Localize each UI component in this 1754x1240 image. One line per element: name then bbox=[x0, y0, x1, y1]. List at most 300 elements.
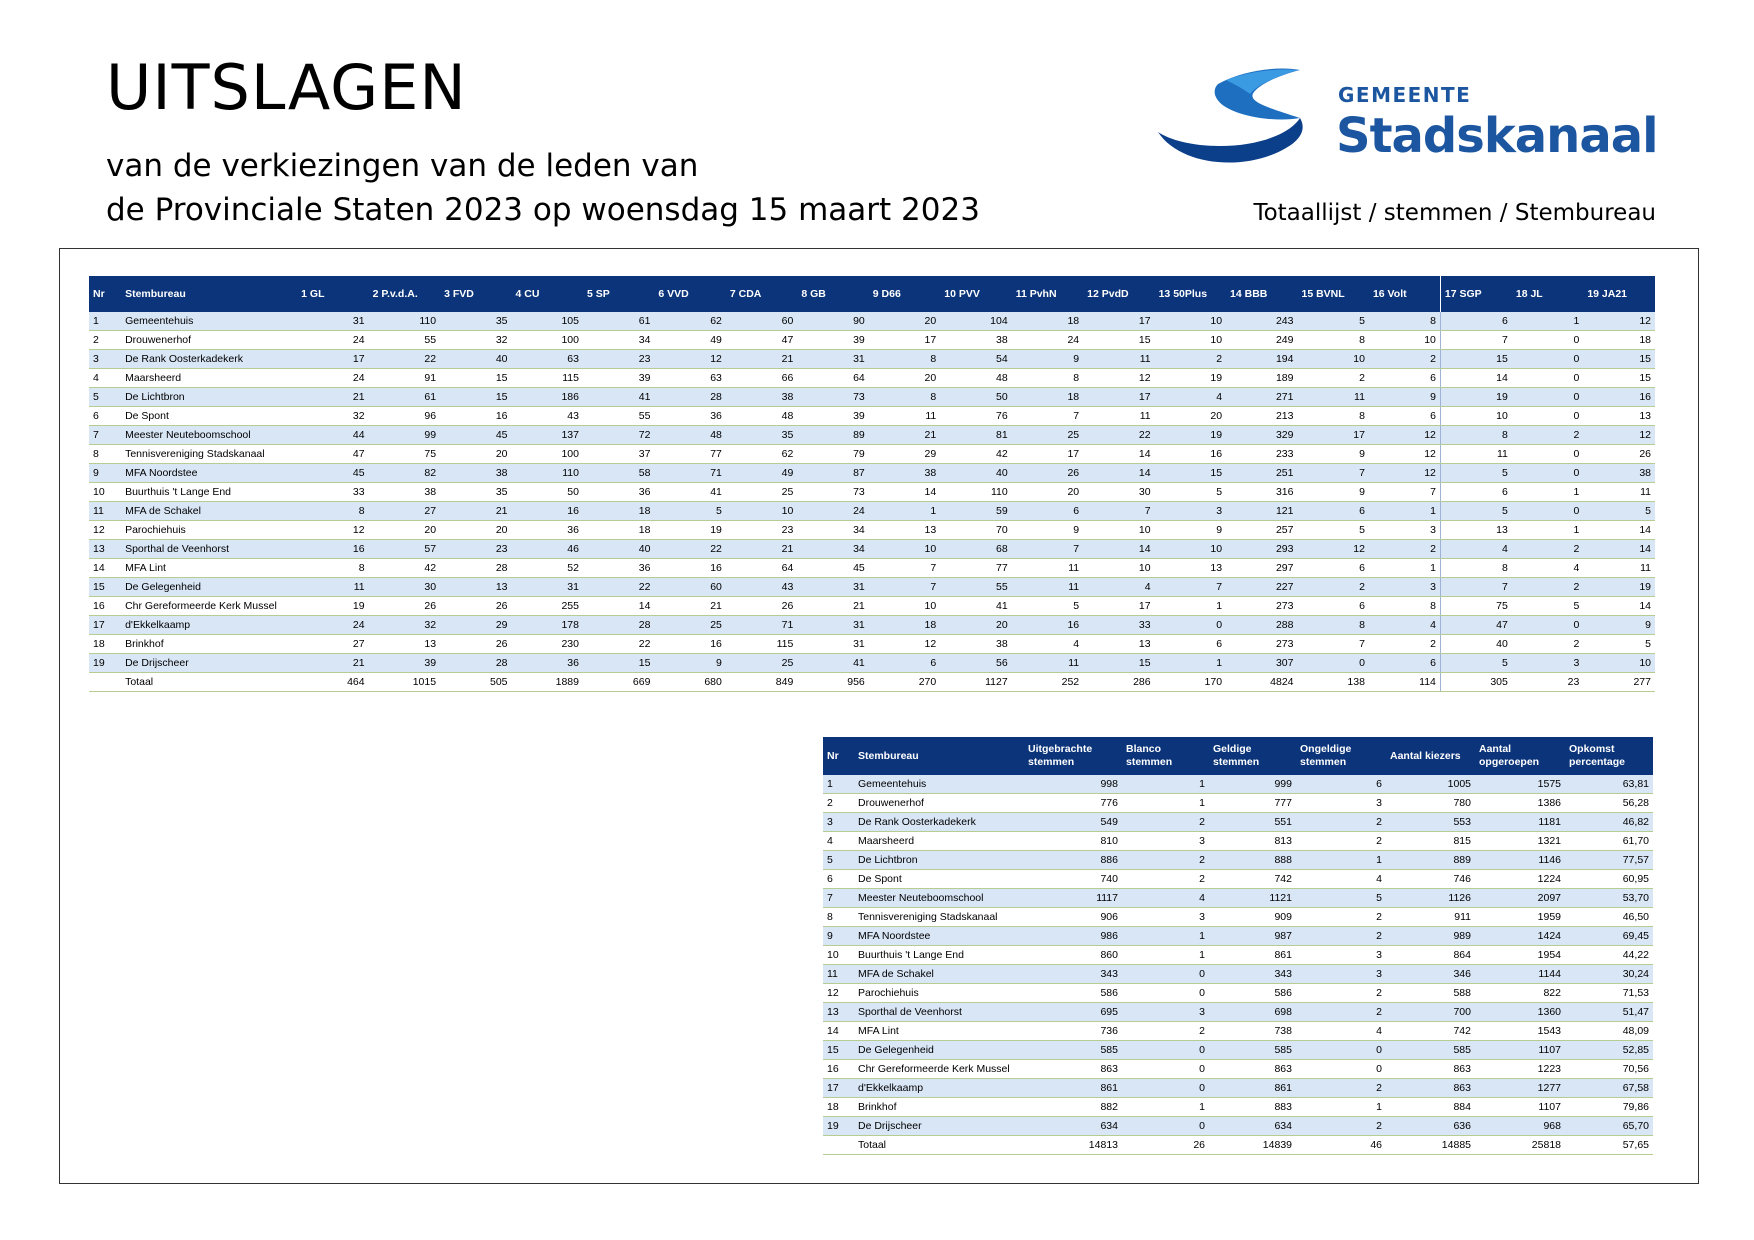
cell-value: 11 bbox=[297, 578, 368, 597]
cell-value: 1386 bbox=[1475, 794, 1565, 813]
cell-value: 16 bbox=[654, 635, 725, 654]
cell-value: 6 bbox=[1296, 775, 1386, 794]
cell-value: 14 bbox=[1583, 540, 1655, 559]
cell-value: 34 bbox=[583, 331, 654, 350]
cell-value: 57 bbox=[369, 540, 440, 559]
cell-value: 36 bbox=[512, 654, 583, 673]
row-number: 11 bbox=[823, 965, 854, 984]
cell-value: 46 bbox=[512, 540, 583, 559]
cell-value: 0 bbox=[1155, 616, 1226, 635]
cell-value: 63 bbox=[512, 350, 583, 369]
cell-value: 40 bbox=[583, 540, 654, 559]
cell-value: 17 bbox=[1012, 445, 1083, 464]
cell-value: 1144 bbox=[1475, 965, 1565, 984]
cell-value: 77,57 bbox=[1565, 851, 1653, 870]
column-header: Stembureau bbox=[121, 276, 297, 312]
cell-value: 38 bbox=[869, 464, 940, 483]
cell-value: 1 bbox=[1369, 502, 1440, 521]
cell-value: 3 bbox=[1122, 832, 1209, 851]
cell-value: 1 bbox=[1122, 927, 1209, 946]
polling-station-name: Maarsheerd bbox=[854, 832, 1024, 851]
cell-value: 48 bbox=[654, 426, 725, 445]
cell-value: 2 bbox=[1122, 851, 1209, 870]
cell-value: 777 bbox=[1209, 794, 1296, 813]
cell-value: 634 bbox=[1024, 1117, 1122, 1136]
cell-value: 100 bbox=[512, 331, 583, 350]
cell-value: 1 bbox=[1122, 775, 1209, 794]
row-number: 10 bbox=[89, 483, 121, 502]
cell-value: 18 bbox=[1583, 331, 1655, 350]
cell-value: 61 bbox=[583, 312, 654, 331]
cell-value: 16 bbox=[1155, 445, 1226, 464]
cell-value: 810 bbox=[1024, 832, 1122, 851]
cell-value: 7 bbox=[1012, 407, 1083, 426]
row-number: 3 bbox=[823, 813, 854, 832]
cell-value: 3 bbox=[1369, 521, 1440, 540]
table-row bbox=[89, 597, 1655, 616]
cell-value: 15 bbox=[440, 369, 511, 388]
table-row bbox=[823, 775, 1653, 794]
cell-value: 27 bbox=[297, 635, 368, 654]
cell-value: 2 bbox=[1296, 984, 1386, 1003]
table-row bbox=[823, 870, 1653, 889]
cell-value: 11 bbox=[1083, 350, 1154, 369]
cell-value: 1959 bbox=[1475, 908, 1565, 927]
table-row bbox=[89, 483, 1655, 502]
cell-value: 6 bbox=[1298, 597, 1369, 616]
cell-value: 121 bbox=[1226, 502, 1297, 521]
cell-value: 1126 bbox=[1386, 889, 1475, 908]
cell-value: 6 bbox=[1298, 559, 1369, 578]
cell-value: 4 bbox=[1512, 559, 1583, 578]
table-row bbox=[823, 946, 1653, 965]
cell-value: 5 bbox=[1440, 464, 1511, 483]
cell-value: 21 bbox=[726, 350, 797, 369]
cell-value: 14 bbox=[583, 597, 654, 616]
total-value: 57,65 bbox=[1565, 1136, 1653, 1155]
cell-value: 38 bbox=[940, 331, 1011, 350]
cell-value: 189 bbox=[1226, 369, 1297, 388]
cell-value: 55 bbox=[369, 331, 440, 350]
cell-value: 1107 bbox=[1475, 1041, 1565, 1060]
total-value: 849 bbox=[726, 673, 797, 692]
cell-value: 24 bbox=[1012, 331, 1083, 350]
cell-value: 16 bbox=[440, 407, 511, 426]
table-row bbox=[823, 1060, 1653, 1079]
cell-value: 49 bbox=[726, 464, 797, 483]
cell-value: 5 bbox=[1298, 312, 1369, 331]
cell-value: 698 bbox=[1209, 1003, 1296, 1022]
cell-value: 0 bbox=[1296, 1041, 1386, 1060]
cell-value: 105 bbox=[512, 312, 583, 331]
cell-value: 8 bbox=[1298, 331, 1369, 350]
cell-value: 11 bbox=[1440, 445, 1511, 464]
cell-value: 23 bbox=[583, 350, 654, 369]
turnout-table-total-row bbox=[823, 1136, 1653, 1155]
cell-value: 31 bbox=[512, 578, 583, 597]
polling-station-name: d'Ekkelkaamp bbox=[121, 616, 297, 635]
cell-value: 8 bbox=[1298, 407, 1369, 426]
cell-value: 0 bbox=[1122, 1079, 1209, 1098]
cell-value: 99 bbox=[369, 426, 440, 445]
cell-value: 65,70 bbox=[1565, 1117, 1653, 1136]
cell-value: 10 bbox=[1155, 540, 1226, 559]
cell-value: 1107 bbox=[1475, 1098, 1565, 1117]
cell-value: 3 bbox=[1122, 908, 1209, 927]
cell-value: 11 bbox=[1083, 407, 1154, 426]
column-header: 2 P.v.d.A. bbox=[369, 276, 440, 312]
cell-value: 9 bbox=[1298, 483, 1369, 502]
column-header: 11 PvhN bbox=[1012, 276, 1083, 312]
cell-value: 45 bbox=[297, 464, 368, 483]
total-value: 26 bbox=[1122, 1136, 1209, 1155]
cell-value: 13 bbox=[369, 635, 440, 654]
total-value: 270 bbox=[869, 673, 940, 692]
total-value: 138 bbox=[1298, 673, 1369, 692]
cell-value: 8 bbox=[1440, 426, 1511, 445]
cell-value: 21 bbox=[726, 540, 797, 559]
cell-value: 14 bbox=[1083, 540, 1154, 559]
cell-value: 186 bbox=[512, 388, 583, 407]
polling-station-name: De Rank Oosterkadekerk bbox=[121, 350, 297, 369]
cell-value: 71 bbox=[654, 464, 725, 483]
cell-value: 44 bbox=[297, 426, 368, 445]
total-value: 669 bbox=[583, 673, 654, 692]
cell-value: 48,09 bbox=[1565, 1022, 1653, 1041]
cell-value: 7 bbox=[1440, 578, 1511, 597]
cell-value: 35 bbox=[726, 426, 797, 445]
cell-value: 1 bbox=[1122, 1098, 1209, 1117]
cell-value: 233 bbox=[1226, 445, 1297, 464]
cell-value: 49 bbox=[654, 331, 725, 350]
cell-value: 1543 bbox=[1475, 1022, 1565, 1041]
cell-value: 6 bbox=[1440, 483, 1511, 502]
cell-value: 36 bbox=[512, 521, 583, 540]
cell-value: 35 bbox=[440, 312, 511, 331]
cell-value: 137 bbox=[512, 426, 583, 445]
cell-value: 12 bbox=[1369, 426, 1440, 445]
cell-value: 2 bbox=[1296, 813, 1386, 832]
cell-value: 585 bbox=[1386, 1041, 1475, 1060]
polling-station-name: Brinkhof bbox=[854, 1098, 1024, 1117]
cell-value: 986 bbox=[1024, 927, 1122, 946]
cell-value: 24 bbox=[297, 331, 368, 350]
cell-value: 0 bbox=[1122, 1117, 1209, 1136]
column-header: 13 50Plus bbox=[1155, 276, 1226, 312]
party-table-body bbox=[89, 312, 1655, 673]
cell-value: 987 bbox=[1209, 927, 1296, 946]
cell-value: 863 bbox=[1024, 1060, 1122, 1079]
total-label: Totaal bbox=[854, 1136, 1024, 1155]
cell-value: 588 bbox=[1386, 984, 1475, 1003]
cell-value: 31 bbox=[297, 312, 368, 331]
cell-value: 8 bbox=[1369, 597, 1440, 616]
cell-value: 780 bbox=[1386, 794, 1475, 813]
cell-value: 742 bbox=[1209, 870, 1296, 889]
table-row bbox=[823, 832, 1653, 851]
cell-value: 2 bbox=[1369, 350, 1440, 369]
cell-value: 740 bbox=[1024, 870, 1122, 889]
cell-value: 1575 bbox=[1475, 775, 1565, 794]
cell-value: 38 bbox=[440, 464, 511, 483]
cell-value: 26 bbox=[440, 635, 511, 654]
cell-value: 2 bbox=[1512, 540, 1583, 559]
cell-value: 41 bbox=[583, 388, 654, 407]
cell-value: 32 bbox=[369, 616, 440, 635]
cell-value: 27 bbox=[369, 502, 440, 521]
column-header: 12 PvdD bbox=[1083, 276, 1154, 312]
cell-value: 59 bbox=[940, 502, 1011, 521]
turnout-table-body bbox=[823, 775, 1653, 1136]
cell-value: 19 bbox=[1583, 578, 1655, 597]
row-number: 12 bbox=[89, 521, 121, 540]
cell-value: 1 bbox=[1369, 559, 1440, 578]
cell-value: 13 bbox=[1083, 635, 1154, 654]
cell-value: 2 bbox=[1512, 578, 1583, 597]
cell-value: 0 bbox=[1296, 1060, 1386, 1079]
cell-value: 6 bbox=[1012, 502, 1083, 521]
cell-value: 50 bbox=[512, 483, 583, 502]
logo-small-text: GEMEENTE bbox=[1338, 83, 1472, 107]
cell-value: 273 bbox=[1226, 597, 1297, 616]
cell-value: 0 bbox=[1512, 616, 1583, 635]
cell-value: 20 bbox=[940, 616, 1011, 635]
polling-station-name: MFA Lint bbox=[854, 1022, 1024, 1041]
table-row bbox=[89, 407, 1655, 426]
cell-value: 6 bbox=[869, 654, 940, 673]
cell-value: 0 bbox=[1122, 965, 1209, 984]
total-value: 114 bbox=[1369, 673, 1440, 692]
cell-value: 273 bbox=[1226, 635, 1297, 654]
cell-value: 22 bbox=[369, 350, 440, 369]
cell-value: 19 bbox=[1155, 426, 1226, 445]
cell-value: 738 bbox=[1209, 1022, 1296, 1041]
cell-value: 12 bbox=[1369, 445, 1440, 464]
cell-value: 861 bbox=[1209, 1079, 1296, 1098]
cell-value: 115 bbox=[512, 369, 583, 388]
cell-value: 343 bbox=[1024, 965, 1122, 984]
cell-value: 8 bbox=[297, 559, 368, 578]
table-row bbox=[823, 965, 1653, 984]
cell-value: 52,85 bbox=[1565, 1041, 1653, 1060]
cell-value: 70 bbox=[940, 521, 1011, 540]
table-row bbox=[823, 889, 1653, 908]
polling-station-name: Parochiehuis bbox=[854, 984, 1024, 1003]
polling-station-name: Buurthuis 't Lange End bbox=[121, 483, 297, 502]
cell-value: 8 bbox=[297, 502, 368, 521]
cell-value: 7 bbox=[869, 559, 940, 578]
turnout-table-header-row bbox=[823, 737, 1653, 775]
cell-value: 288 bbox=[1226, 616, 1297, 635]
column-header: Aantal opgeroepen bbox=[1475, 737, 1565, 775]
cell-value: 1 bbox=[1155, 654, 1226, 673]
cell-value: 8 bbox=[1298, 616, 1369, 635]
row-number: 10 bbox=[823, 946, 854, 965]
cell-value: 4 bbox=[1012, 635, 1083, 654]
cell-value: 12 bbox=[1369, 464, 1440, 483]
cell-value: 911 bbox=[1386, 908, 1475, 927]
column-header: 5 SP bbox=[583, 276, 654, 312]
polling-station-name: Sporthal de Veenhorst bbox=[854, 1003, 1024, 1022]
polling-station-name: De Lichtbron bbox=[121, 388, 297, 407]
total-value: 14839 bbox=[1209, 1136, 1296, 1155]
column-header: Nr bbox=[823, 737, 854, 775]
cell-value: 70,56 bbox=[1565, 1060, 1653, 1079]
table-row bbox=[89, 559, 1655, 578]
cell-value: 700 bbox=[1386, 1003, 1475, 1022]
cell-value: 889 bbox=[1386, 851, 1475, 870]
cell-value: 26 bbox=[726, 597, 797, 616]
cell-value: 17 bbox=[1083, 312, 1154, 331]
cell-value: 8 bbox=[1440, 559, 1511, 578]
cell-value: 2 bbox=[1298, 578, 1369, 597]
cell-value: 0 bbox=[1512, 445, 1583, 464]
cell-value: 553 bbox=[1386, 813, 1475, 832]
cell-value: 1277 bbox=[1475, 1079, 1565, 1098]
cell-value: 45 bbox=[440, 426, 511, 445]
cell-value: 19 bbox=[1440, 388, 1511, 407]
cell-value: 17 bbox=[869, 331, 940, 350]
cell-value: 11 bbox=[1012, 559, 1083, 578]
polling-station-name: MFA de Schakel bbox=[854, 965, 1024, 984]
cell-value: 75 bbox=[1440, 597, 1511, 616]
cell-value: 0 bbox=[1298, 654, 1369, 673]
cell-value: 9 bbox=[1298, 445, 1369, 464]
row-number: 15 bbox=[89, 578, 121, 597]
row-number: 16 bbox=[89, 597, 121, 616]
cell-value: 0 bbox=[1512, 350, 1583, 369]
total-value: 170 bbox=[1155, 673, 1226, 692]
cell-value: 18 bbox=[1012, 312, 1083, 331]
cell-value: 863 bbox=[1386, 1060, 1475, 1079]
cell-value: 5 bbox=[1296, 889, 1386, 908]
table-row bbox=[89, 312, 1655, 331]
cell-value: 2 bbox=[1296, 908, 1386, 927]
cell-value: 33 bbox=[297, 483, 368, 502]
row-number: 7 bbox=[89, 426, 121, 445]
cell-value: 29 bbox=[440, 616, 511, 635]
cell-value: 40 bbox=[1440, 635, 1511, 654]
cell-value: 63 bbox=[654, 369, 725, 388]
cell-value: 90 bbox=[797, 312, 868, 331]
column-header: 1 GL bbox=[297, 276, 368, 312]
column-header: 7 CDA bbox=[726, 276, 797, 312]
cell-value: 0 bbox=[1512, 464, 1583, 483]
cell-value: 15 bbox=[1083, 654, 1154, 673]
cell-value: 33 bbox=[1083, 616, 1154, 635]
cell-value: 21 bbox=[869, 426, 940, 445]
cell-value: 16 bbox=[297, 540, 368, 559]
list-title: Totaallijst / stemmen / Stembureau bbox=[1253, 200, 1656, 226]
cell-value: 41 bbox=[940, 597, 1011, 616]
cell-value: 0 bbox=[1122, 1041, 1209, 1060]
column-header: 19 JA21 bbox=[1583, 276, 1655, 312]
cell-value: 3 bbox=[1296, 965, 1386, 984]
column-header: 4 CU bbox=[512, 276, 583, 312]
table-row bbox=[823, 908, 1653, 927]
cell-value: 62 bbox=[726, 445, 797, 464]
cell-value: 9 bbox=[1155, 521, 1226, 540]
cell-value: 4 bbox=[1083, 578, 1154, 597]
cell-value: 813 bbox=[1209, 832, 1296, 851]
cell-value: 63,81 bbox=[1565, 775, 1653, 794]
table-row bbox=[823, 794, 1653, 813]
row-number: 18 bbox=[823, 1098, 854, 1117]
cell-value: 10 bbox=[869, 540, 940, 559]
cell-value: 10 bbox=[1083, 521, 1154, 540]
polling-station-name: Tennisvereniging Stadskanaal bbox=[854, 908, 1024, 927]
table-row bbox=[823, 1098, 1653, 1117]
cell-value: 0 bbox=[1122, 1060, 1209, 1079]
polling-station-name: De Lichtbron bbox=[854, 851, 1024, 870]
cell-value: 742 bbox=[1386, 1022, 1475, 1041]
page-subtitle bbox=[106, 144, 980, 232]
cell-value: 16 bbox=[1012, 616, 1083, 635]
cell-value: 1 bbox=[869, 502, 940, 521]
cell-value: 45 bbox=[797, 559, 868, 578]
cell-value: 21 bbox=[797, 597, 868, 616]
cell-value: 20 bbox=[869, 312, 940, 331]
cell-value: 7 bbox=[1155, 578, 1226, 597]
polling-station-name: Meester Neuteboomschool bbox=[121, 426, 297, 445]
cell-value: 66 bbox=[726, 369, 797, 388]
cell-value: 8 bbox=[1369, 312, 1440, 331]
cell-value: 863 bbox=[1386, 1079, 1475, 1098]
cell-value: 989 bbox=[1386, 927, 1475, 946]
cell-value: 24 bbox=[797, 502, 868, 521]
table-row bbox=[823, 1079, 1653, 1098]
total-value: 277 bbox=[1583, 673, 1655, 692]
cell-value: 1121 bbox=[1209, 889, 1296, 908]
row-number: 2 bbox=[823, 794, 854, 813]
cell-value: 2 bbox=[1369, 540, 1440, 559]
total-value: 1127 bbox=[940, 673, 1011, 692]
cell-value: 18 bbox=[869, 616, 940, 635]
polling-station-name: Gemeentehuis bbox=[854, 775, 1024, 794]
cell-value: 346 bbox=[1386, 965, 1475, 984]
row-number: 7 bbox=[823, 889, 854, 908]
row-number: 4 bbox=[89, 369, 121, 388]
cell-value: 13 bbox=[1583, 407, 1655, 426]
cell-value: 2 bbox=[1296, 927, 1386, 946]
cell-value: 22 bbox=[583, 578, 654, 597]
cell-value: 25 bbox=[726, 483, 797, 502]
cell-value: 60 bbox=[726, 312, 797, 331]
logo-wave-icon bbox=[1150, 62, 1330, 180]
row-number: 4 bbox=[823, 832, 854, 851]
cell-value: 91 bbox=[369, 369, 440, 388]
cell-value: 8 bbox=[869, 388, 940, 407]
cell-value: 110 bbox=[512, 464, 583, 483]
total-value: 680 bbox=[654, 673, 725, 692]
row-number: 6 bbox=[823, 870, 854, 889]
cell-value: 0 bbox=[1512, 331, 1583, 350]
row-number: 19 bbox=[89, 654, 121, 673]
subtitle-line-2: de Provinciale Staten 2023 op woensdag 15 maart 2023 bbox=[106, 192, 980, 228]
cell-value: 861 bbox=[1024, 1079, 1122, 1098]
column-header: Aantal kiezers bbox=[1386, 737, 1475, 775]
polling-station-name: De Gelegenheid bbox=[854, 1041, 1024, 1060]
table-row bbox=[89, 331, 1655, 350]
cell-value: 52 bbox=[512, 559, 583, 578]
polling-station-name: MFA de Schakel bbox=[121, 502, 297, 521]
cell-value: 15 bbox=[1583, 350, 1655, 369]
polling-station-name: Tennisvereniging Stadskanaal bbox=[121, 445, 297, 464]
cell-value: 695 bbox=[1024, 1003, 1122, 1022]
polling-station-name: De Drijscheer bbox=[121, 654, 297, 673]
table-row bbox=[89, 521, 1655, 540]
column-header: 15 BVNL bbox=[1298, 276, 1369, 312]
